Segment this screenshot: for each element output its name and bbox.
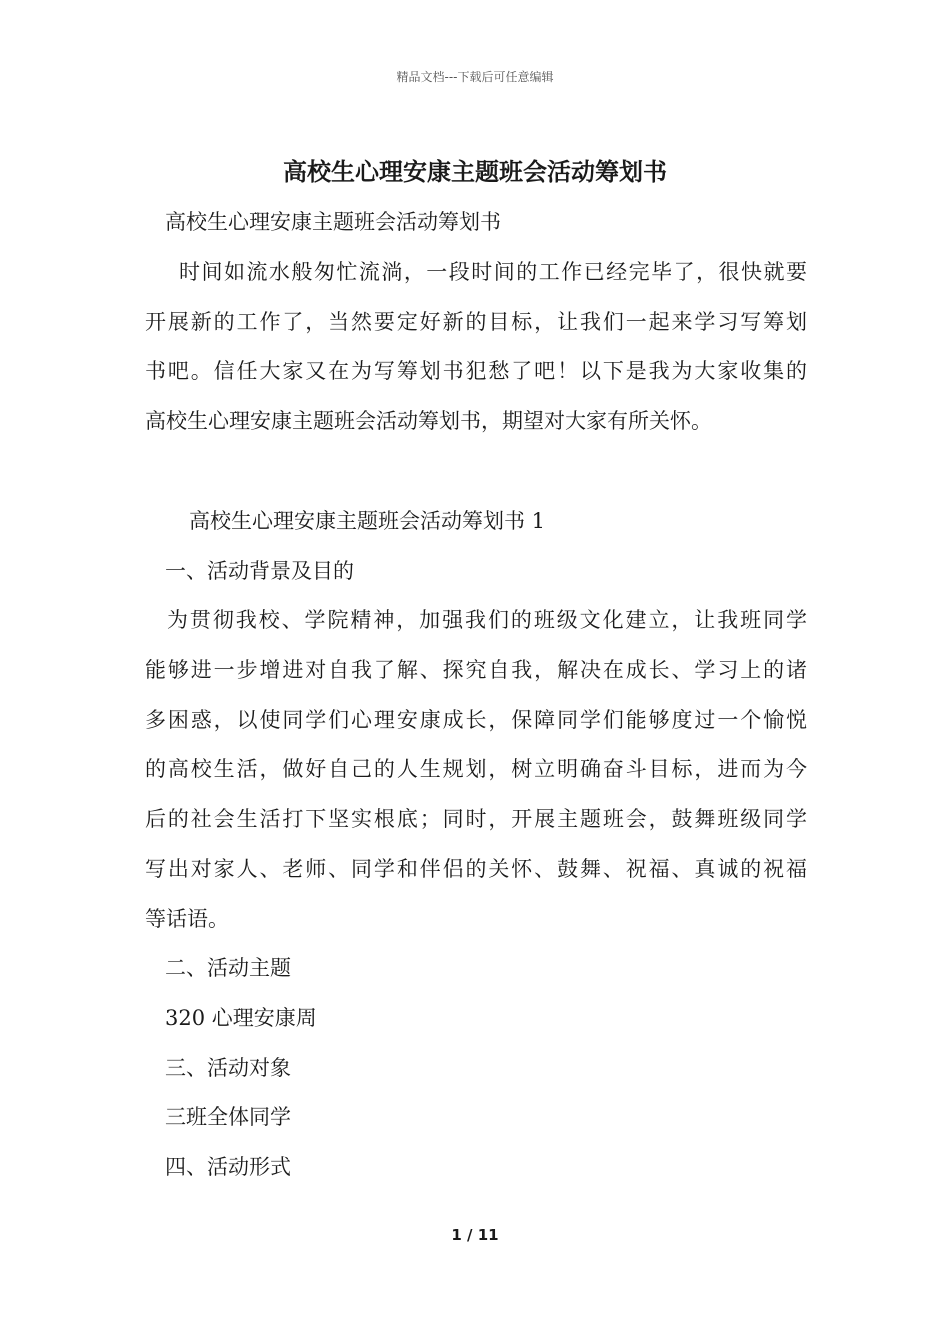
intro-line-2: 开展新的工作了，当然要定好新的目标，让我们一起来学习写筹划 (145, 310, 807, 334)
body-line-2: 能够进一步增进对自我了解、探究自我，解决在成长、学习上的诸 (145, 658, 807, 682)
page-number: 1 / 11 (451, 1226, 499, 1244)
body-line-1: 为贯彻我校、学院精神，加强我们的班级文化建立，让我班同学 (167, 608, 807, 632)
body-line-7: 等话语。 (145, 907, 229, 931)
intro-line-3: 书吧。信任大家又在为写筹划书犯愁了吧！以下是我为大家收集的 (145, 359, 807, 383)
intro-line-4: 高校生心理安康主题班会活动筹划书，期望对大家有所关怀。 (145, 409, 712, 433)
header-note: 精品文档---下载后可任意编辑 (396, 70, 554, 84)
theme-text: 320 心理安康周 (165, 1006, 317, 1030)
body-line-5: 后的社会生活打下坚实根底；同时，开展主题班会，鼓舞班级同学 (145, 807, 807, 831)
body-line-4: 的高校生活，做好自己的人生规划，树立明确奋斗目标，进而为今 (145, 757, 807, 781)
subtitle: 高校生心理安康主题班会活动筹划书 (165, 210, 501, 234)
section-title: 高校生心理安康主题班会活动筹划书 1 (189, 509, 546, 533)
heading-background: 一、活动背景及目的 (165, 559, 354, 583)
audience-text: 三班全体同学 (165, 1105, 291, 1129)
heading-format: 四、活动形式 (165, 1155, 291, 1179)
document-title: 高校生心理安康主题班会活动筹划书 (283, 157, 667, 186)
body-line-6: 写出对家人、老师、同学和伴侣的关怀、鼓舞、祝福、真诚的祝福 (145, 857, 807, 881)
intro-line-1: 时间如流水般匆忙流淌，一段时间的工作已经完毕了，很快就要 (179, 260, 807, 284)
heading-theme: 二、活动主题 (165, 956, 291, 980)
body-line-3: 多困惑，以使同学们心理安康成长，保障同学们能够度过一个愉悦 (145, 708, 807, 732)
heading-audience: 三、活动对象 (165, 1056, 291, 1080)
